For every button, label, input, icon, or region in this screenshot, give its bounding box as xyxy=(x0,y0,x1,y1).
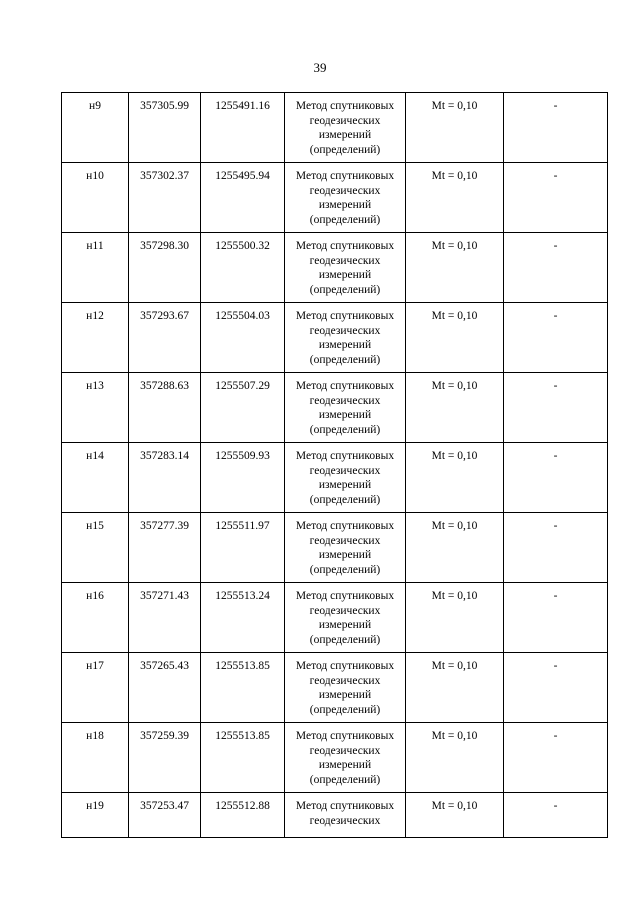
y-coordinate-cell: 1255513.85 xyxy=(201,653,285,723)
page-number: 39 xyxy=(313,60,327,75)
x-coordinate-cell: 357253.47 xyxy=(129,793,201,838)
table-row xyxy=(62,303,608,373)
accuracy-cell: Mt = 0,10 xyxy=(406,93,504,163)
y-coordinate-cell: 1255509.93 xyxy=(201,443,285,513)
method-cell: Метод спутниковых геодезических xyxy=(285,793,406,838)
method-cell: Метод спутниковых геодезических измерений (определений) xyxy=(285,93,406,163)
point-name-cell: н15 xyxy=(62,513,129,583)
x-coordinate-cell: 357305.99 xyxy=(129,93,201,163)
method-cell: Метод спутниковых геодезических измерений (определений) xyxy=(285,233,406,303)
note-cell: - xyxy=(504,303,608,373)
method-cell: Метод спутниковых геодезических измерений (определений) xyxy=(285,513,406,583)
point-name-cell: н12 xyxy=(62,303,129,373)
point-name-cell: н10 xyxy=(62,163,129,233)
note-cell: - xyxy=(504,793,608,838)
x-coordinate-cell: 357288.63 xyxy=(129,373,201,443)
point-name-cell: н9 xyxy=(62,93,129,163)
coordinates-table-body xyxy=(62,93,608,838)
x-coordinate-cell: 357277.39 xyxy=(129,513,201,583)
method-cell: Метод спутниковых геодезических измерений (определений) xyxy=(285,723,406,793)
y-coordinate-cell: 1255495.94 xyxy=(201,163,285,233)
x-coordinate-cell: 357265.43 xyxy=(129,653,201,723)
y-coordinate-cell: 1255511.97 xyxy=(201,513,285,583)
y-coordinate-cell: 1255513.24 xyxy=(201,583,285,653)
y-coordinate-cell: 1255491.16 xyxy=(201,93,285,163)
accuracy-cell: Mt = 0,10 xyxy=(406,583,504,653)
table-row xyxy=(62,513,608,583)
x-coordinate-cell: 357271.43 xyxy=(129,583,201,653)
table-row xyxy=(62,93,608,163)
note-cell: - xyxy=(504,583,608,653)
point-name-cell: н11 xyxy=(62,233,129,303)
method-cell: Метод спутниковых геодезических измерений (определений) xyxy=(285,653,406,723)
accuracy-cell: Mt = 0,10 xyxy=(406,723,504,793)
table-row xyxy=(62,723,608,793)
accuracy-cell: Mt = 0,10 xyxy=(406,303,504,373)
point-name-cell: н13 xyxy=(62,373,129,443)
accuracy-cell: Mt = 0,10 xyxy=(406,653,504,723)
accuracy-cell: Mt = 0,10 xyxy=(406,443,504,513)
method-cell: Метод спутниковых геодезических измерений (определений) xyxy=(285,303,406,373)
table-row xyxy=(62,793,608,838)
note-cell: - xyxy=(504,653,608,723)
table-row xyxy=(62,443,608,513)
note-cell: - xyxy=(504,93,608,163)
point-name-cell: н14 xyxy=(62,443,129,513)
note-cell: - xyxy=(504,723,608,793)
x-coordinate-cell: 357302.37 xyxy=(129,163,201,233)
point-name-cell: н18 xyxy=(62,723,129,793)
accuracy-cell: Mt = 0,10 xyxy=(406,163,504,233)
table-row xyxy=(62,233,608,303)
coordinates-table xyxy=(61,92,608,838)
y-coordinate-cell: 1255507.29 xyxy=(201,373,285,443)
y-coordinate-cell: 1255512.88 xyxy=(201,793,285,838)
method-cell: Метод спутниковых геодезических измерений (определений) xyxy=(285,163,406,233)
note-cell: - xyxy=(504,233,608,303)
x-coordinate-cell: 357293.67 xyxy=(129,303,201,373)
point-name-cell: н17 xyxy=(62,653,129,723)
accuracy-cell: Mt = 0,10 xyxy=(406,513,504,583)
note-cell: - xyxy=(504,513,608,583)
table-row xyxy=(62,373,608,443)
y-coordinate-cell: 1255500.32 xyxy=(201,233,285,303)
table-row xyxy=(62,163,608,233)
point-name-cell: н16 xyxy=(62,583,129,653)
method-cell: Метод спутниковых геодезических измерений (определений) xyxy=(285,443,406,513)
x-coordinate-cell: 357259.39 xyxy=(129,723,201,793)
point-name-cell: н19 xyxy=(62,793,129,838)
note-cell: - xyxy=(504,163,608,233)
method-cell: Метод спутниковых геодезических измерений (определений) xyxy=(285,583,406,653)
y-coordinate-cell: 1255513.85 xyxy=(201,723,285,793)
accuracy-cell: Mt = 0,10 xyxy=(406,373,504,443)
table-row xyxy=(62,653,608,723)
x-coordinate-cell: 357298.30 xyxy=(129,233,201,303)
table-row xyxy=(62,583,608,653)
method-cell: Метод спутниковых геодезических измерений (определений) xyxy=(285,373,406,443)
accuracy-cell: Mt = 0,10 xyxy=(406,793,504,838)
note-cell: - xyxy=(504,373,608,443)
y-coordinate-cell: 1255504.03 xyxy=(201,303,285,373)
accuracy-cell: Mt = 0,10 xyxy=(406,233,504,303)
note-cell: - xyxy=(504,443,608,513)
x-coordinate-cell: 357283.14 xyxy=(129,443,201,513)
